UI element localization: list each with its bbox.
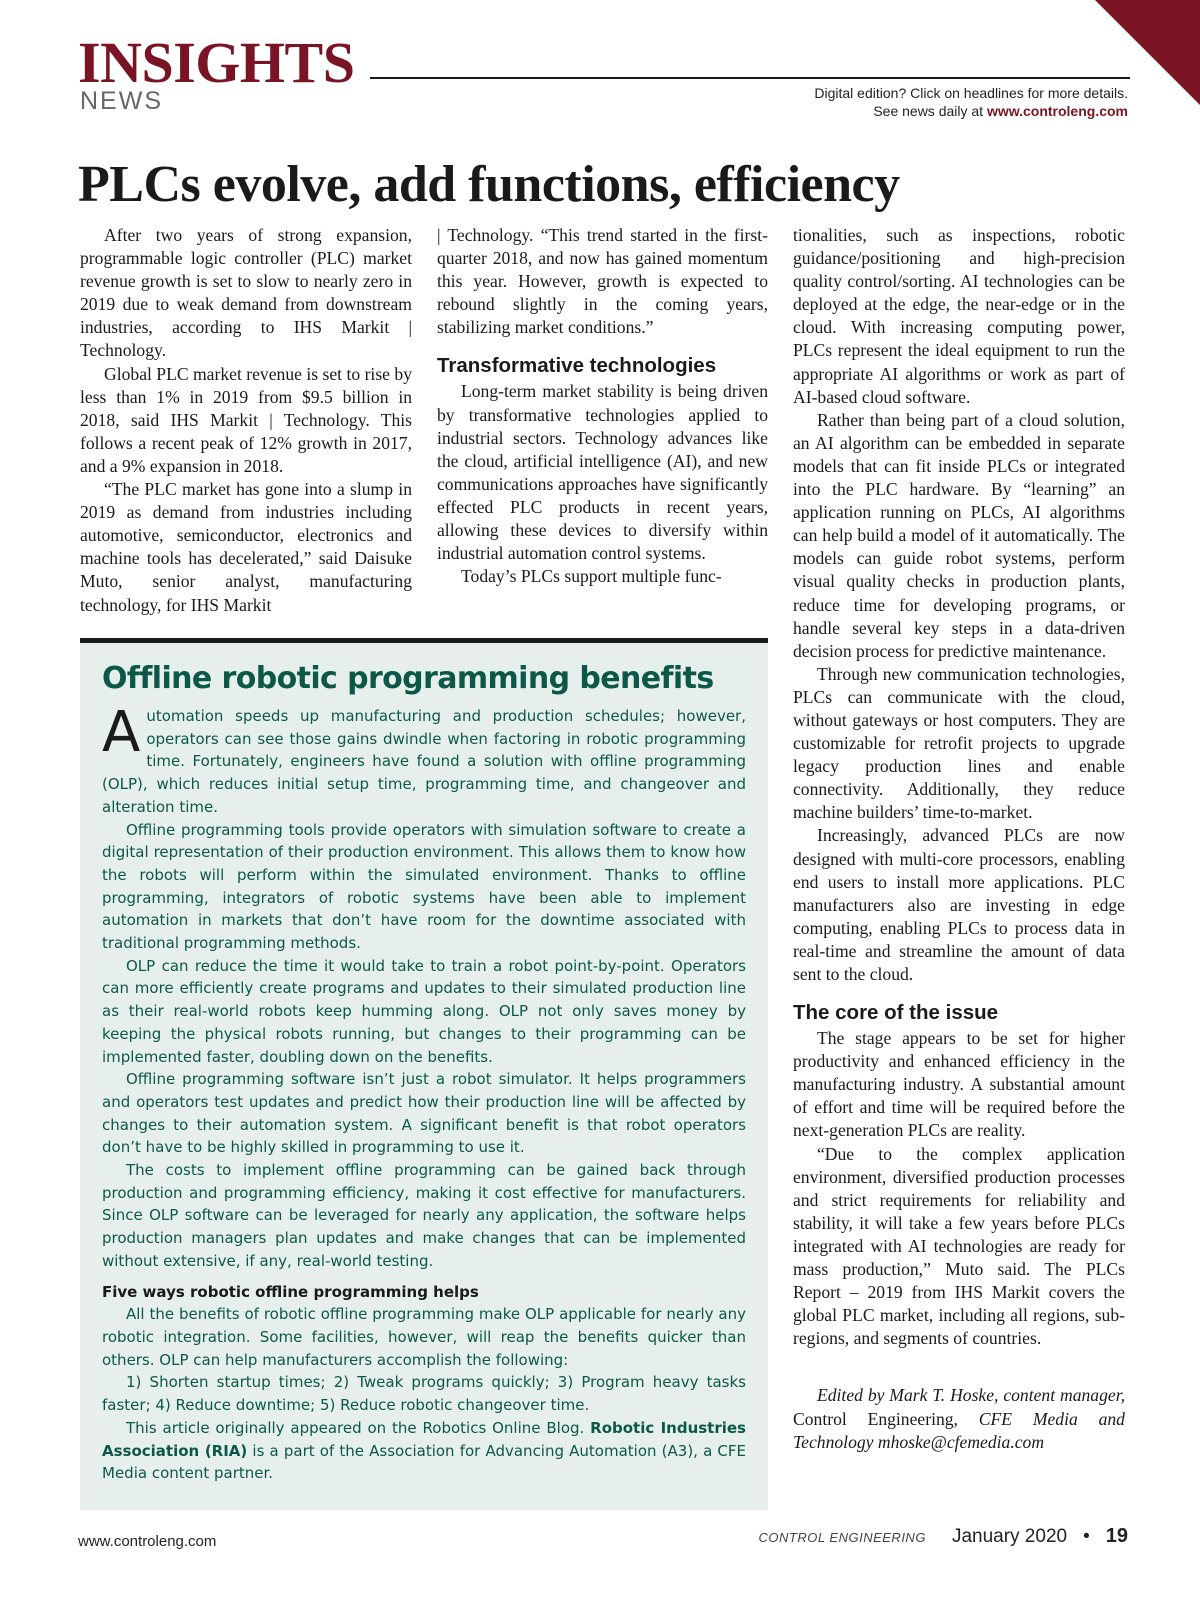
sidebar-paragraph <box>102 1417 746 1485</box>
byline-part: Edited by Mark T. Hoske, content manager, <box>817 1385 1125 1406</box>
body-paragraph: Long-term market stability is being driven by transformative technologies applied to industrial sectors. Technology advances like the cloud, artificial intelligence (AI), and new communications approaches have significantly effected PLC products in recent years, allowing these devices to diversify within industrial automation control systems. <box>437 381 768 564</box>
sidebar-paragraph: The costs to implement offline programming can be gained back through production and programming efficiency, making it cost effective for manufacturers. Since OLP software can be leveraged for nearly any application, the software helps production managers plan updates and make changes that can be implemented without extensive, if any, real-world testing. <box>102 1161 746 1270</box>
sidebar-paragraph: OLP can reduce the time it would take to train a robot point-by-point. Operators can more efficiently create programs and updates to their simulated production line as their real-world robots keep humming along. OLP not only saves money by keeping the physical robots running, but changes to their programming can be implemented faster, doubling down on the benefits. <box>102 956 746 1066</box>
digital-note-prefix: See news daily at <box>873 103 987 119</box>
byline-part: CFE Media and Technology mhoske@cfemedia.com <box>793 1408 1125 1452</box>
sidebar-text: is a part of the Association for Advancing Automation (A3), a CFE Media content partner. <box>102 1441 746 1483</box>
sidebar-title[interactable]: Offline robotic programming benefits <box>102 661 714 696</box>
sidebar-paragraph: 1) Shorten startup times; 2) Tweak programs quickly; 3) Program heavy tasks faster; 4) Reduce downtime; 5) Reduce robotic changeover time. <box>102 1373 746 1415</box>
sidebar-box <box>80 638 768 1510</box>
body-paragraph: Today’s PLCs support multiple func- <box>461 566 722 587</box>
sidebar-paragraph <box>102 700 746 819</box>
sidebar-paragraph: All the benefits of robotic offline programming make OLP applicable for nearly any robotic integration. Some facilities, however, will reap the benefits quicker than others. OLP can help manufacturers accomplish the following: <box>102 1305 746 1369</box>
page-number: 19 <box>1105 1525 1128 1547</box>
sidebar-subhead: Five ways robotic offline programming helps <box>102 1282 479 1301</box>
sidebar-paragraph: Offline programming tools provide operators with simulation software to create a digital representation of their production environment. This allows them to know how the robots will perform within the simulated environment. Thanks to offline programming, integrators of robotic systems have been able to implement automation in markets that don’t have room for the downtime associated with traditional programming methods. <box>102 820 746 953</box>
footer-date: January 2020 <box>951 1526 1068 1547</box>
ria-link[interactable]: Robotic Industries Association (RIA) <box>102 1418 746 1460</box>
section-subtitle: NEWS <box>80 87 163 115</box>
digital-edition-note <box>814 84 1128 120</box>
body-paragraph: “Due to the complex application environment, diversified production processes and strict requirements for reliability and stability, it will take a few years before PLCs integrated with AI technologies are ready for mass production,” Muto said. The PLCs Report – 2019 from IHS Markit covers the global PLC market, including all regions, sub-regions, and segments of countries. <box>793 1143 1125 1349</box>
article-column-3 <box>793 224 1125 1454</box>
sidebar-text: This article originally appeared on the Robotics Online Blog. <box>126 1418 591 1437</box>
article-column-1 <box>80 224 412 617</box>
footer-folio <box>758 1525 1128 1548</box>
footer-magazine: CONTROL ENGINEERING <box>758 1530 926 1545</box>
drop-cap: A <box>102 700 141 765</box>
masthead-rule <box>370 77 1130 79</box>
sidebar-body <box>102 700 746 1485</box>
sidebar-paragraph: Offline programming software isn’t just a robot simulator. It helps programmers and operators test updates and predict how their production line will be affected by changes to their automation system. A significant benefit is that robot operators don’t have to be highly skilled in programming to use it. <box>102 1070 746 1157</box>
byline-publication: Control Engineering, <box>793 1408 979 1429</box>
body-paragraph: “The PLC market has gone into a slump in 2019 as demand from industries including automotive, semiconductor, electronics and machine tools has decelerated,” said Daisuke Muto, senior analyst, manufacturing technology, for IHS Markit <box>80 479 412 615</box>
digital-note-line1: Digital edition? Click on headlines for more details. <box>814 85 1128 101</box>
footer-url[interactable]: www.controleng.com <box>78 1533 217 1550</box>
article-headline[interactable]: PLCs evolve, add functions, efficiency <box>78 156 900 213</box>
body-paragraph: Rather than being part of a cloud solution, an AI algorithm can be embedded in separate models that can fit inside PLCs or integrated into the PLC hardware. By “learning” an application running on PLCs, AI algorithms can help build a model of it automatically. The models can guide robot systems, perform visual quality checks in production plants, reduce time for developing programs, or handle several key steps in a data-driven decision process for predictive maintenance. <box>793 409 1125 661</box>
article-column-2 <box>437 224 768 588</box>
article-byline <box>793 1384 1125 1453</box>
body-paragraph: After two years of strong expansion, programmable logic controller (PLC) market revenue growth is set to slow to nearly zero in 2019 due to weak demand from downstream industries, according to IHS Markit | Technology. <box>80 225 412 361</box>
sidebar-lead-text: utomation speeds up manufacturing and production schedules; however, operators can see those gains dwindle when factoring in robotic programming time. Fortunately, engineers have found a solution with offline programming (OLP), which reduces initial setup time, programming time, and changeover and alteration time. <box>102 707 746 816</box>
body-paragraph: The stage appears to be set for higher productivity and enhanced efficiency in the manufacturing industry. A substantial amount of effort and time will be required before the next-generation PLCs are reality. <box>793 1028 1125 1141</box>
subhead-transformative: Transformative technologies <box>437 354 717 378</box>
body-paragraph: Increasingly, advanced PLCs are now designed with multi-core processors, enabling end users to install more applications. PLC manufacturers also are investing in edge computing, enabling PLCs to process data in real-time and streamline the amount of data sent to the cloud. <box>793 825 1125 984</box>
body-paragraph: | Technology. “This trend started in the first-quarter 2018, and now has gained momentum this year. However, growth is expected to rebound slightly in the coming years, stabilizing market conditions.” <box>437 225 768 338</box>
website-link[interactable]: www.controleng.com <box>986 103 1128 119</box>
subhead-core-issue: The core of the issue <box>793 1001 999 1025</box>
body-paragraph: tionalities, such as inspections, robotic guidance/positioning and high-precision quality control/sorting. AI technologies can be deployed at the edge, the near-edge or in the cloud. With increasing computing power, PLCs represent the ideal equipment to run the appropriate AI algorithms or work as part of AI-based cloud software. <box>793 225 1125 407</box>
footer-bullet: • <box>1083 1526 1090 1547</box>
body-paragraph: Global PLC market revenue is set to rise by less than 1% in 2019 from $9.5 billion in 2018, said IHS Markit | Technology. This follows a recent peak of 12% growth in 2017, and a 9% expansion in 2018. <box>80 363 412 476</box>
body-paragraph: Through new communication technologies, PLCs can communicate with the cloud, without gateways or host computers. They are customizable for retrofit projects to upgrade legacy production lines and enable connectivity. Additionally, they reduce machine builders’ time-to-market. <box>793 663 1125 823</box>
section-title: INSIGHTS <box>78 30 355 95</box>
digital-note-line2 <box>814 102 1128 120</box>
